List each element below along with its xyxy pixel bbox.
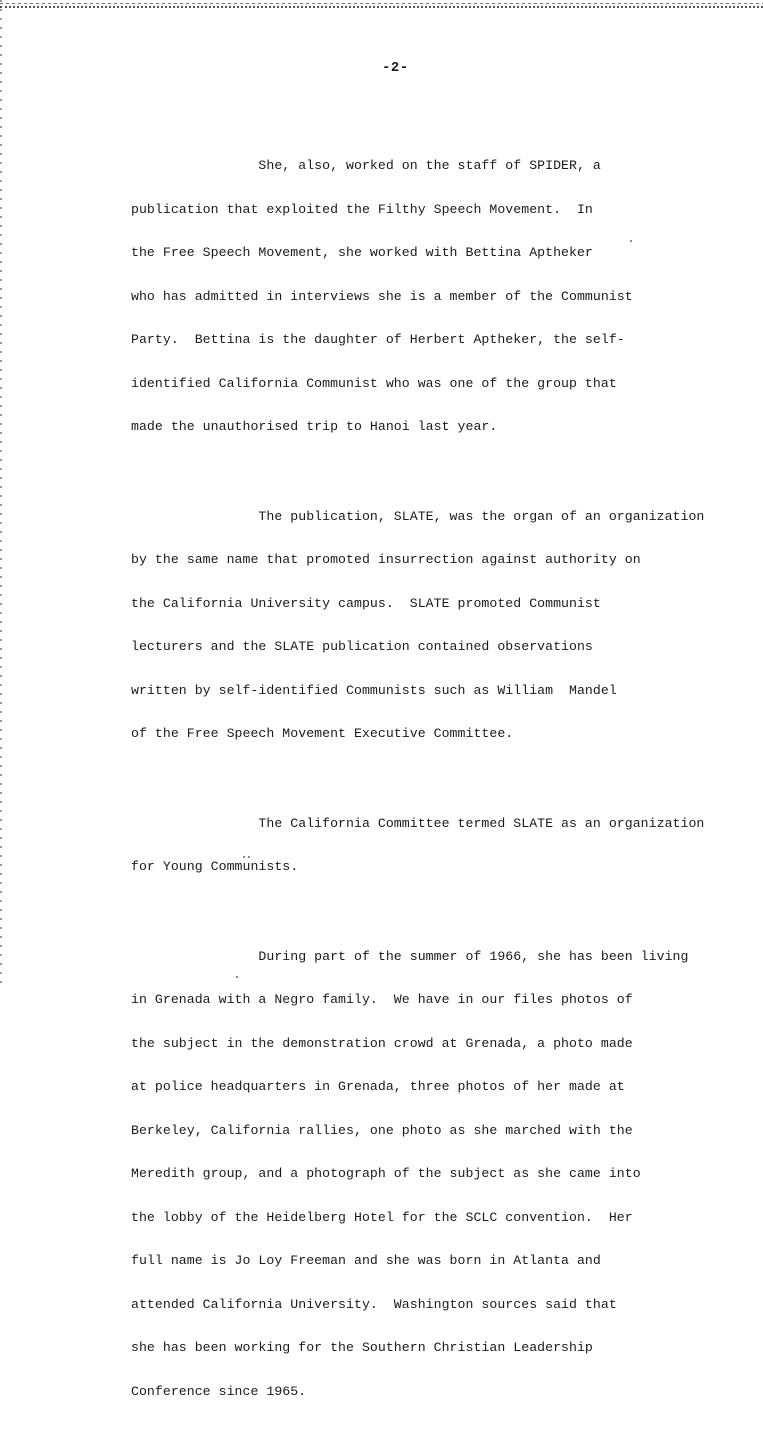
paragraph-committee [131, 788, 741, 904]
paragraph-slate [131, 481, 741, 771]
text-line: of the Free Speech Movement Executive Committee. [131, 726, 514, 741]
scan-speck [236, 976, 238, 978]
text-line: The publication, SLATE, was the organ of an organization [131, 508, 705, 524]
left-edge-scan-marks [0, 0, 2, 990]
text-line: Berkeley, California rallies, one photo as she marched with the [131, 1122, 633, 1138]
text-line: in Grenada with a Negro family. We have in our files photos of [131, 992, 633, 1007]
top-edge-rule [0, 0, 763, 8]
scan-speck [630, 240, 632, 242]
text-line: publication that exploited the Filthy Speech Movement. In [131, 201, 593, 217]
document-body [131, 130, 741, 1445]
text-line: Conference since 1965. [131, 1383, 307, 1399]
paragraph-spider [131, 130, 741, 464]
text-line: full name is Jo Loy Freeman and she was born in Atlanta and [131, 1253, 601, 1268]
text-line: the California University campus. SLATE promoted Communist [131, 595, 601, 611]
text-line: the subject in the demonstration crowd at Grenada, a photo made [131, 1035, 633, 1051]
text-line: made the unauthorised trip to Hanoi last year. [131, 419, 498, 434]
scan-speck [248, 856, 250, 858]
text-line: Meredith group, and a photograph of the subject as she came into [131, 1166, 641, 1181]
text-line: She, also, worked on the staff of SPIDER, a [131, 158, 601, 173]
text-line: The California Committee termed SLATE as an organization [131, 815, 705, 831]
text-line: During part of the summer of 1966, she has been living [131, 948, 689, 964]
text-line: attended California University. Washington sources said that [131, 1296, 617, 1312]
text-line: written by self-identified Communists such as William Mandel [131, 682, 617, 698]
text-line: at police headquarters in Grenada, three photos of her made at [131, 1079, 625, 1094]
text-line: she has been working for the Southern Christian Leadership [131, 1340, 593, 1355]
top-edge-dotted-line [0, 3, 763, 4]
text-line: who has admitted in interviews she is a member of the Communist [131, 288, 633, 304]
text-line: by the same name that promoted insurrection against authority on [131, 552, 641, 567]
text-line: lecturers and the SLATE publication contained observations [131, 639, 593, 654]
text-line: the Free Speech Movement, she worked with Bettina Aptheker [131, 245, 593, 260]
text-line: for Young Communists. [131, 859, 299, 874]
text-line: Party. Bettina is the daughter of Herbert Aptheker, the self- [131, 332, 625, 347]
page-number: -2- [382, 60, 409, 76]
text-line: the lobby of the Heidelberg Hotel for the SCLC convention. Her [131, 1209, 633, 1225]
text-line: identified California Communist who was one of the group that [131, 375, 617, 391]
scan-speck [243, 856, 245, 858]
paragraph-grenada [131, 921, 741, 1429]
